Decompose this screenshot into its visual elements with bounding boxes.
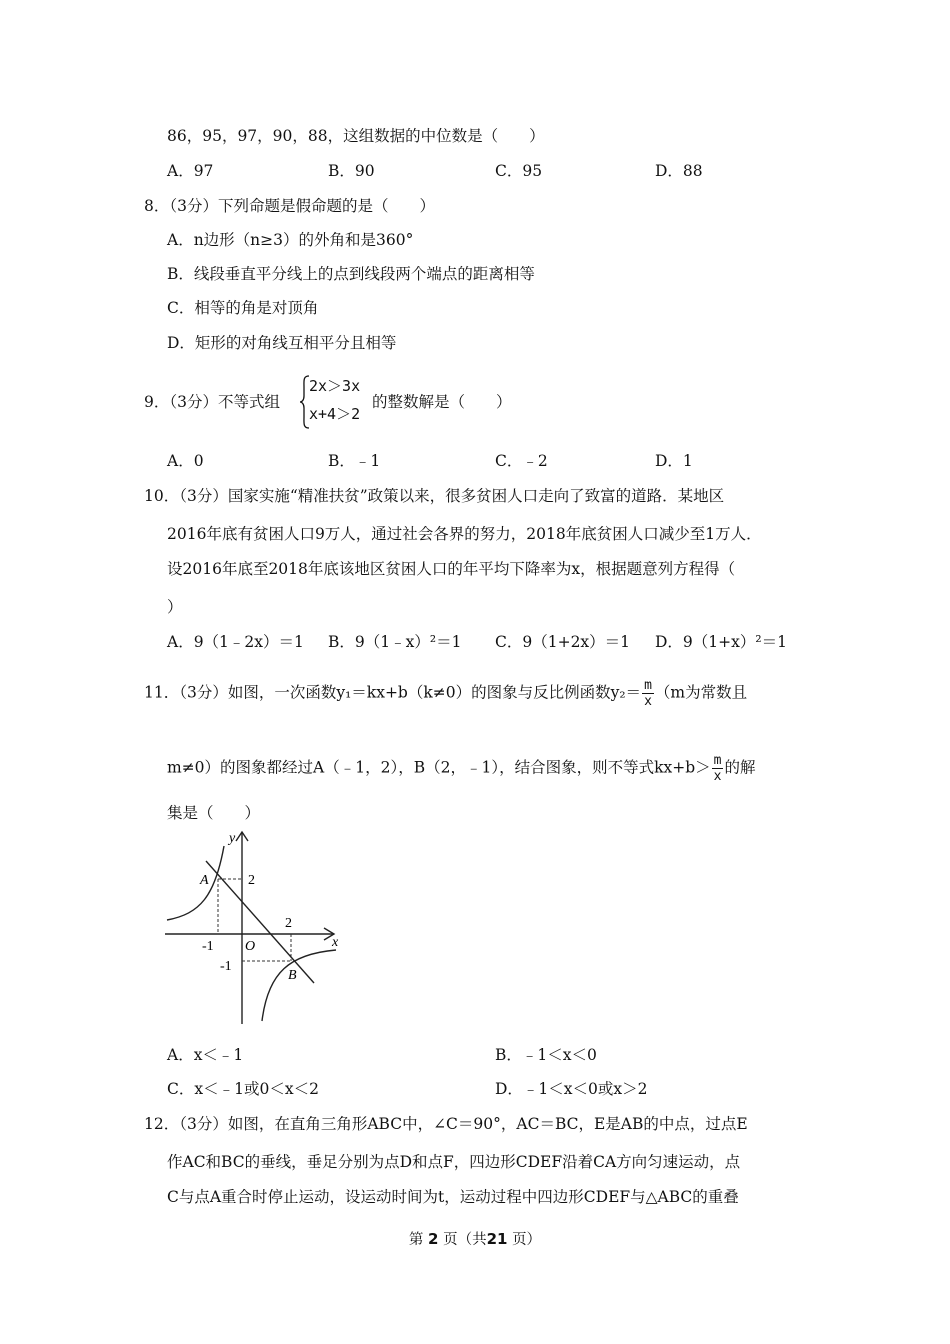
q11-option-b: B．﹣1＜x＜0 <box>495 1046 597 1064</box>
q11-option-d: D．﹣1＜x＜0或x＞2 <box>495 1080 648 1098</box>
q11-line-2-tail: 的解 <box>724 758 756 777</box>
point-a-label: A <box>200 873 209 888</box>
q7-stem: 86，95，97，90，88，这组数据的中位数是（ ） <box>167 127 545 145</box>
point-b-label: B <box>288 968 297 983</box>
fraction-numerator: m <box>713 753 722 768</box>
q9-option-d: D．1 <box>655 452 693 470</box>
q10-option-a: A．9（1﹣2x）＝1 <box>167 633 304 651</box>
q9-option-a: A．0 <box>167 452 204 470</box>
q10-line-2: 2016年底有贫困人口9万人，通过社会各界的努力，2018年底贫困人口减少至1万人． <box>167 525 762 543</box>
origin-label: O <box>245 939 256 954</box>
page-footer <box>0 1228 950 1249</box>
q9-option-b: B．﹣1 <box>328 452 381 470</box>
q11-line-2 <box>167 753 755 784</box>
function-graph <box>160 826 350 1030</box>
q9-inequality-1: 2x＞3x <box>309 377 361 395</box>
q7-option-b: B．90 <box>328 162 375 180</box>
fraction-numerator: m <box>644 678 652 693</box>
q8-option-a: A．n边形（n≥3）的外角和是360° <box>167 231 414 249</box>
q9-suffix: 的整数解是（ ） <box>372 393 512 411</box>
fraction-denominator: x <box>644 694 652 709</box>
q8-option-d: D．矩形的对角线互相平分且相等 <box>167 334 397 352</box>
footer-suffix: 页） <box>512 1232 542 1248</box>
q10-line-3: 设2016年底至2018年底该地区贫困人口的年平均下降率为x，根据题意列方程得（ <box>167 560 736 578</box>
fraction-m-over-x <box>642 678 654 709</box>
q11-line-2-text: m≠0）的图象都经过A（﹣1，2），B（2，﹣1），结合图象，则不等式kx+b＞ <box>167 758 711 777</box>
q11-line-1 <box>144 678 747 709</box>
q11-option-a: A．x＜﹣1 <box>167 1046 244 1064</box>
q8-option-c: C．相等的角是对顶角 <box>167 299 319 317</box>
q9-inequality-2: x+4＞2 <box>309 405 361 423</box>
q11-line-3: 集是（ ） <box>167 804 261 822</box>
tick-label-y-neg1: -1 <box>220 959 232 974</box>
q12-line-3: C与点A重合时停止运动，设运动时间为t，运动过程中四边形CDEF与△ABC的重叠 <box>167 1188 739 1206</box>
q7-option-d: D．88 <box>655 162 703 180</box>
q10-option-c: C．9（1+2x）＝1 <box>495 633 631 651</box>
tick-label-y-2: 2 <box>248 873 255 888</box>
y-axis-label: y <box>229 831 236 846</box>
q9-prefix: 9．（3分）不等式组 <box>144 393 280 411</box>
fraction-denominator: x <box>713 769 722 784</box>
q11-line-1-text: 11．（3分）如图，一次函数y₁＝kx+b（k≠0）的图象与反比例函数y₂＝ <box>144 683 642 702</box>
fraction-m-over-x <box>712 753 724 784</box>
q10-option-d: D．9（1+x）²＝1 <box>655 633 787 651</box>
q8-option-b: B．线段垂直平分线上的点到线段两个端点的距离相等 <box>167 265 535 283</box>
footer-total-pages: 21 <box>486 1230 508 1248</box>
q8-stem: 8．（3分）下列命题是假命题的是（ ） <box>144 197 435 215</box>
q11-option-c: C．x＜﹣1或0＜x＜2 <box>167 1080 319 1098</box>
q10-option-b: B．9（1﹣x）²＝1 <box>328 633 462 651</box>
footer-page-number: 2 <box>428 1230 439 1248</box>
q9-inequality-system <box>299 375 373 429</box>
hyperbola-branch-left <box>167 846 224 920</box>
footer-prefix: 第 <box>408 1232 424 1248</box>
q7-option-a: A．97 <box>167 162 214 180</box>
x-axis-label: x <box>332 935 339 950</box>
q7-option-c: C．95 <box>495 162 543 180</box>
q10-line-1: 10．（3分）国家实施“精准扶贫”政策以来，很多贫困人口走向了致富的道路．某地区 <box>144 487 725 505</box>
tick-label-x-neg1: -1 <box>202 939 214 954</box>
q10-line-4: ） <box>167 598 183 616</box>
q12-line-2: 作AC和BC的垂线，垂足分别为点D和点F，四边形CDEF沿着CA方向匀速运动，点 <box>167 1153 741 1171</box>
q12-line-1: 12．（3分）如图，在直角三角形ABC中，∠C＝90°，AC＝BC，E是AB的中点，过点E <box>144 1115 748 1133</box>
q9-option-c: C．﹣2 <box>495 452 548 470</box>
tick-label-x-2: 2 <box>285 916 292 931</box>
footer-middle: 页（共 <box>443 1232 487 1248</box>
q11-line-1-tail: （m为常数且 <box>654 683 748 702</box>
